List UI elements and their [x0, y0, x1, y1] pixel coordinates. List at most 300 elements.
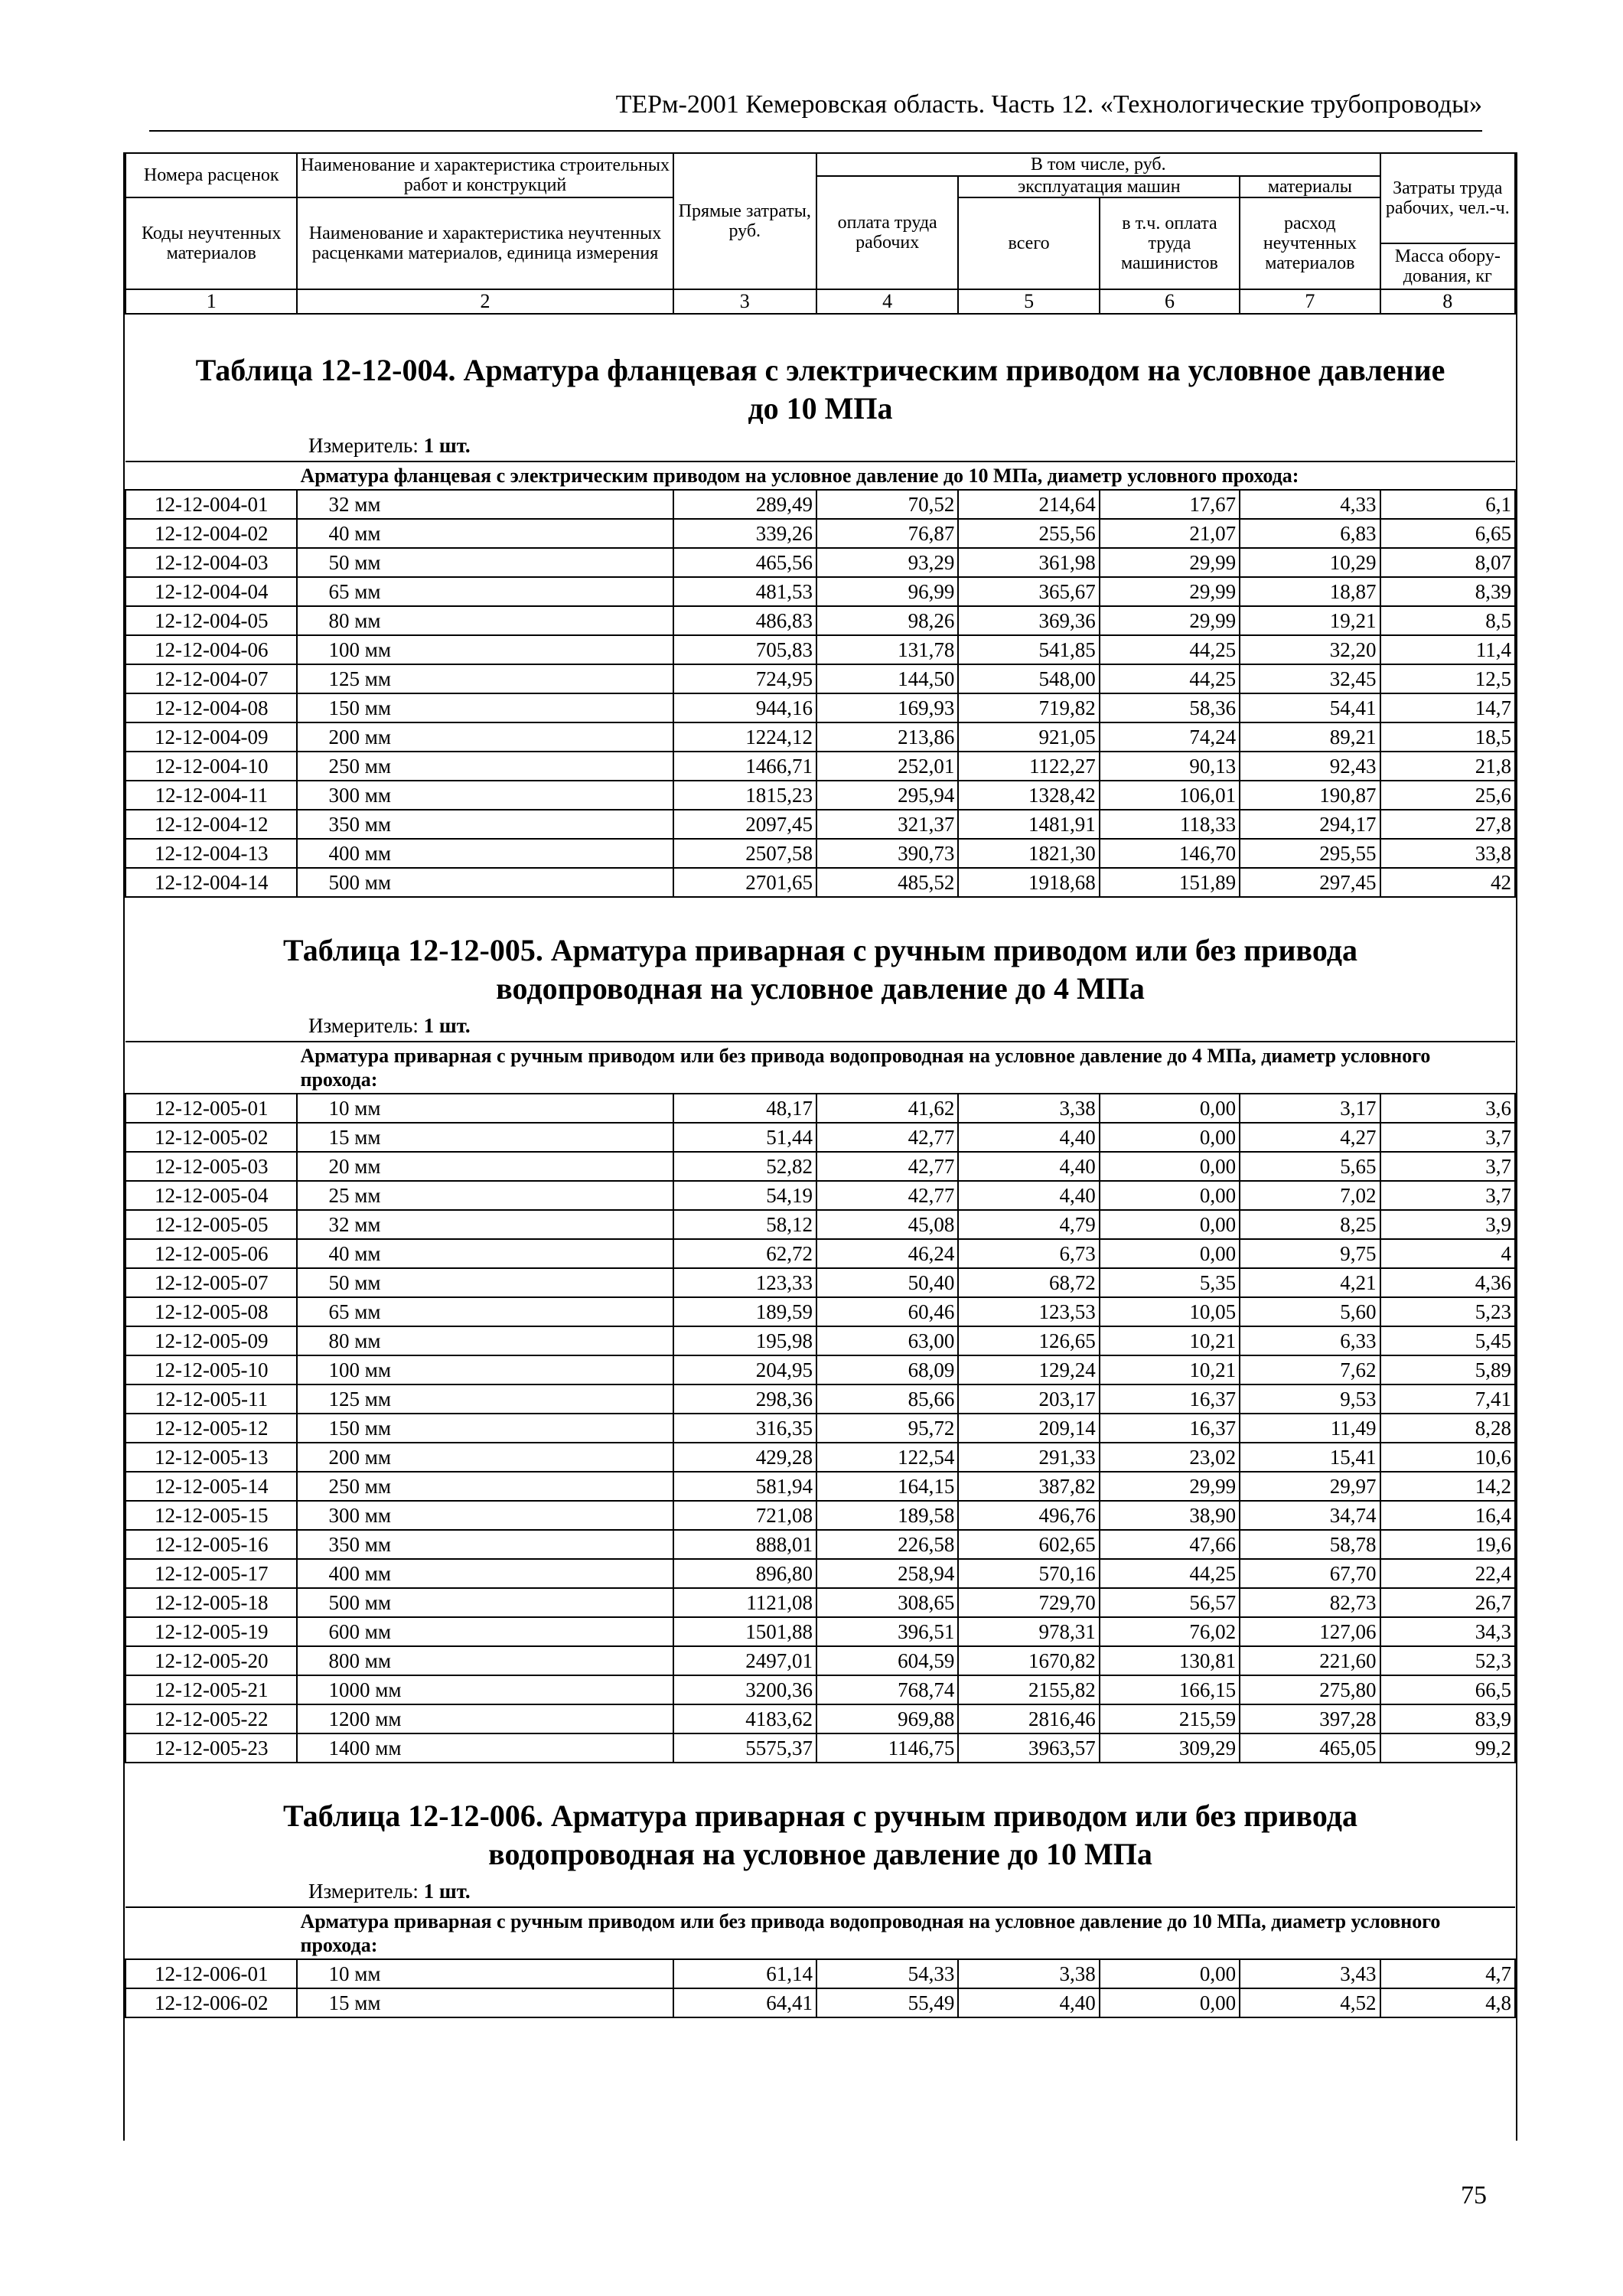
- labor-hours: 52,3: [1380, 1646, 1515, 1675]
- column-number: 7: [1240, 289, 1380, 314]
- labor-pay: 144,50: [816, 664, 958, 693]
- col5-header: всего: [958, 197, 1099, 289]
- item-name: 100 мм: [297, 1355, 673, 1384]
- labor-hours: 5,23: [1380, 1297, 1515, 1326]
- table-subheader: Арматура приварная с ручным приводом или без привода водопроводная на условное давление до 10 МПа, диаметр условного прохода:: [297, 1907, 1515, 1959]
- item-name: 20 мм: [297, 1152, 673, 1181]
- materials-cost: 54,41: [1240, 693, 1380, 722]
- item-name: 500 мм: [297, 1588, 673, 1617]
- machine-total: 2155,82: [958, 1675, 1099, 1704]
- materials-cost: 82,73: [1240, 1588, 1380, 1617]
- labor-pay: 604,59: [816, 1646, 958, 1675]
- price-table: [125, 1041, 1516, 1763]
- measure-label: Измеритель:: [308, 1880, 419, 1903]
- machinist-pay: 0,00: [1100, 1181, 1240, 1210]
- labor-hours: 99,2: [1380, 1733, 1515, 1763]
- labor-pay: 85,66: [816, 1384, 958, 1414]
- labor-pay: 42,77: [816, 1152, 958, 1181]
- table-row: [125, 1181, 1515, 1210]
- machinist-pay: 38,90: [1100, 1501, 1240, 1530]
- table-row: [125, 1733, 1515, 1763]
- machinist-pay: 215,59: [1100, 1704, 1240, 1733]
- table-row: [125, 1675, 1515, 1704]
- subheader-spacer: [125, 1907, 297, 1959]
- direct-costs: 2507,58: [673, 839, 816, 868]
- machinist-pay: 29,99: [1100, 577, 1240, 606]
- rate-code: 12-12-004-04: [125, 577, 297, 606]
- labor-hours: 16,4: [1380, 1501, 1515, 1530]
- direct-costs: 316,35: [673, 1414, 816, 1443]
- labor-hours: 8,28: [1380, 1414, 1515, 1443]
- machinist-pay: 0,00: [1100, 1239, 1240, 1268]
- materials-cost: 34,74: [1240, 1501, 1380, 1530]
- machinist-pay: 90,13: [1100, 752, 1240, 781]
- machine-total: 214,64: [958, 490, 1099, 519]
- rate-code: 12-12-004-10: [125, 752, 297, 781]
- price-table-section: [125, 1763, 1516, 2018]
- labor-pay: 308,65: [816, 1588, 958, 1617]
- measure-label: Измеритель:: [308, 1014, 419, 1037]
- labor-pay: 131,78: [816, 635, 958, 664]
- machine-total: 2816,46: [958, 1704, 1099, 1733]
- machine-total: 361,98: [958, 548, 1099, 577]
- table-row: [125, 1094, 1515, 1123]
- direct-costs: 888,01: [673, 1530, 816, 1559]
- machine-total: 1821,30: [958, 839, 1099, 868]
- table-row: [125, 1959, 1515, 1988]
- machinist-pay: 10,05: [1100, 1297, 1240, 1326]
- direct-costs: 204,95: [673, 1355, 816, 1384]
- item-name: 800 мм: [297, 1646, 673, 1675]
- labor-hours: 5,45: [1380, 1326, 1515, 1355]
- rate-code: 12-12-005-09: [125, 1326, 297, 1355]
- materials-cost: 67,70: [1240, 1559, 1380, 1588]
- labor-pay: 50,40: [816, 1268, 958, 1297]
- item-name: 50 мм: [297, 1268, 673, 1297]
- table-row: [125, 1326, 1515, 1355]
- direct-costs: 5575,37: [673, 1733, 816, 1763]
- direct-costs: 1466,71: [673, 752, 816, 781]
- item-name: 15 мм: [297, 1988, 673, 2017]
- col7-header: расход неучтенных материалов: [1240, 197, 1380, 289]
- labor-pay: 54,33: [816, 1959, 958, 1988]
- document-frame: [123, 152, 1517, 2141]
- machinist-pay: 74,24: [1100, 722, 1240, 752]
- machine-total: 4,40: [958, 1123, 1099, 1152]
- item-name: 100 мм: [297, 635, 673, 664]
- table-row: [125, 868, 1515, 897]
- direct-costs: 1121,08: [673, 1588, 816, 1617]
- machine-total: 4,40: [958, 1152, 1099, 1181]
- labor-pay: 226,58: [816, 1530, 958, 1559]
- table-row: [125, 1501, 1515, 1530]
- table-row: [125, 1239, 1515, 1268]
- machine-total: 387,82: [958, 1472, 1099, 1501]
- labor-hours: 42: [1380, 868, 1515, 897]
- labor-hours: 5,89: [1380, 1355, 1515, 1384]
- machine-total: 548,00: [958, 664, 1099, 693]
- direct-costs: 339,26: [673, 519, 816, 548]
- labor-hours: 4: [1380, 1239, 1515, 1268]
- materials-cost: 4,21: [1240, 1268, 1380, 1297]
- labor-pay: 258,94: [816, 1559, 958, 1588]
- item-name: 32 мм: [297, 1210, 673, 1239]
- machine-total: 570,16: [958, 1559, 1099, 1588]
- materials-cost: 4,52: [1240, 1988, 1380, 2017]
- materials-cost: 7,62: [1240, 1355, 1380, 1384]
- rate-code: 12-12-005-22: [125, 1704, 297, 1733]
- machine-total: 4,79: [958, 1210, 1099, 1239]
- machine-total: 365,67: [958, 577, 1099, 606]
- rate-code: 12-12-004-06: [125, 635, 297, 664]
- table-subheader-row: [125, 461, 1515, 490]
- item-name: 200 мм: [297, 1443, 673, 1472]
- table-row: [125, 1588, 1515, 1617]
- measure-value: 1 шт.: [423, 434, 471, 457]
- machine-total: 1328,42: [958, 781, 1099, 810]
- labor-hours: 8,39: [1380, 577, 1515, 606]
- machine-total: 541,85: [958, 635, 1099, 664]
- item-name: 80 мм: [297, 606, 673, 635]
- labor-pay: 76,87: [816, 519, 958, 548]
- machinist-pay: 21,07: [1100, 519, 1240, 548]
- labor-pay: 96,99: [816, 577, 958, 606]
- labor-pay: 45,08: [816, 1210, 958, 1239]
- machinist-pay: 10,21: [1100, 1355, 1240, 1384]
- machine-total: 496,76: [958, 1501, 1099, 1530]
- machinist-pay: 0,00: [1100, 1988, 1240, 2017]
- labor-hours: 66,5: [1380, 1675, 1515, 1704]
- item-name: 40 мм: [297, 1239, 673, 1268]
- materials-cost: 127,06: [1240, 1617, 1380, 1646]
- labor-hours: 6,65: [1380, 519, 1515, 548]
- column-number: 2: [297, 289, 673, 314]
- rate-code: 12-12-004-01: [125, 490, 297, 519]
- materials-cost: 5,60: [1240, 1297, 1380, 1326]
- machine-total: 203,17: [958, 1384, 1099, 1414]
- machine-total: 291,33: [958, 1443, 1099, 1472]
- direct-costs: 195,98: [673, 1326, 816, 1355]
- table-row: [125, 606, 1515, 635]
- direct-costs: 1815,23: [673, 781, 816, 810]
- labor-pay: 390,73: [816, 839, 958, 868]
- labor-hours: 7,41: [1380, 1384, 1515, 1414]
- direct-costs: 581,94: [673, 1472, 816, 1501]
- rate-code: 12-12-005-04: [125, 1181, 297, 1210]
- table-subheader-row: [125, 1042, 1515, 1094]
- materials-cost: 58,78: [1240, 1530, 1380, 1559]
- item-name: 250 мм: [297, 1472, 673, 1501]
- machine-total: 978,31: [958, 1617, 1099, 1646]
- table-row: [125, 1472, 1515, 1501]
- labor-pay: 169,93: [816, 693, 958, 722]
- item-name: 10 мм: [297, 1094, 673, 1123]
- machinist-pay: 0,00: [1100, 1959, 1240, 1988]
- materials-cost: 10,29: [1240, 548, 1380, 577]
- rate-code: 12-12-005-18: [125, 1588, 297, 1617]
- price-table: [125, 1906, 1516, 2018]
- machines-header: эксплуатация машин: [958, 176, 1240, 197]
- table-row: [125, 1297, 1515, 1326]
- item-name: 250 мм: [297, 752, 673, 781]
- labor-pay: 42,77: [816, 1181, 958, 1210]
- labor-hours: 3,7: [1380, 1123, 1515, 1152]
- column-number: 5: [958, 289, 1099, 314]
- direct-costs: 1224,12: [673, 722, 816, 752]
- measure-unit: [125, 428, 1516, 461]
- item-name: 150 мм: [297, 693, 673, 722]
- rate-code: 12-12-005-14: [125, 1472, 297, 1501]
- labor-hours: 14,7: [1380, 693, 1515, 722]
- labor-pay: 46,24: [816, 1239, 958, 1268]
- direct-costs: 62,72: [673, 1239, 816, 1268]
- direct-costs: 1501,88: [673, 1617, 816, 1646]
- rate-code: 12-12-004-09: [125, 722, 297, 752]
- machinist-pay: 44,25: [1100, 1559, 1240, 1588]
- rate-code: 12-12-006-02: [125, 1988, 297, 2017]
- direct-costs: 58,12: [673, 1210, 816, 1239]
- machine-total: 126,65: [958, 1326, 1099, 1355]
- rate-code: 12-12-004-05: [125, 606, 297, 635]
- machine-total: 1481,91: [958, 810, 1099, 839]
- labor-hours: 21,8: [1380, 752, 1515, 781]
- materials-cost: 297,45: [1240, 868, 1380, 897]
- table-row: [125, 1123, 1515, 1152]
- machine-total: 3,38: [958, 1959, 1099, 1988]
- labor-hours: 4,36: [1380, 1268, 1515, 1297]
- price-table-section: [125, 898, 1516, 1763]
- machinist-pay: 56,57: [1100, 1588, 1240, 1617]
- direct-costs: 4183,62: [673, 1704, 816, 1733]
- direct-costs: 896,80: [673, 1559, 816, 1588]
- table-row: [125, 1384, 1515, 1414]
- direct-costs: 51,44: [673, 1123, 816, 1152]
- rate-code: 12-12-005-06: [125, 1239, 297, 1268]
- item-name: 65 мм: [297, 577, 673, 606]
- labor-pay: 93,29: [816, 548, 958, 577]
- materials-cost: 4,33: [1240, 490, 1380, 519]
- section-title: [125, 351, 1516, 428]
- rate-code: 12-12-005-05: [125, 1210, 297, 1239]
- machinist-pay: 166,15: [1100, 1675, 1240, 1704]
- labor-pay: 98,26: [816, 606, 958, 635]
- machine-total: 729,70: [958, 1588, 1099, 1617]
- materials-cost: 92,43: [1240, 752, 1380, 781]
- section-title-line: Таблица 12-12-006. Арматура приварная с ручным приводом или без привода: [283, 1799, 1357, 1833]
- table-row: [125, 1646, 1515, 1675]
- materials-cost: 32,45: [1240, 664, 1380, 693]
- materials-cost: 3,43: [1240, 1959, 1380, 1988]
- machinist-pay: 23,02: [1100, 1443, 1240, 1472]
- direct-costs: 289,49: [673, 490, 816, 519]
- labor-hours: 4,7: [1380, 1959, 1515, 1988]
- rate-code: 12-12-005-13: [125, 1443, 297, 1472]
- direct-costs: 486,83: [673, 606, 816, 635]
- item-name: 350 мм: [297, 810, 673, 839]
- table-row: [125, 1268, 1515, 1297]
- rate-code: 12-12-005-20: [125, 1646, 297, 1675]
- labor-pay: 41,62: [816, 1094, 958, 1123]
- direct-costs: 298,36: [673, 1384, 816, 1414]
- labor-pay: 189,58: [816, 1501, 958, 1530]
- rate-code: 12-12-005-10: [125, 1355, 297, 1384]
- direct-costs: 54,19: [673, 1181, 816, 1210]
- labor-hours: 3,9: [1380, 1210, 1515, 1239]
- table-row: [125, 1559, 1515, 1588]
- item-name: 150 мм: [297, 1414, 673, 1443]
- labor-hours: 25,6: [1380, 781, 1515, 810]
- section-title: [125, 1797, 1516, 1874]
- rate-code: 12-12-004-07: [125, 664, 297, 693]
- materials-cost: 275,80: [1240, 1675, 1380, 1704]
- column-number: 1: [125, 289, 297, 314]
- col2-header-top: Наименование и характеристика строительных работ и конструкций: [297, 153, 673, 197]
- machinist-pay: 29,99: [1100, 606, 1240, 635]
- machine-total: 1122,27: [958, 752, 1099, 781]
- measure-value: 1 шт.: [423, 1880, 471, 1903]
- column-number: 6: [1100, 289, 1240, 314]
- table-row: [125, 490, 1515, 519]
- table-row: [125, 635, 1515, 664]
- machinist-pay: 17,67: [1100, 490, 1240, 519]
- rate-code: 12-12-005-02: [125, 1123, 297, 1152]
- labor-pay: 485,52: [816, 868, 958, 897]
- col1-header-top: Номера расценок: [125, 153, 297, 197]
- item-name: 350 мм: [297, 1530, 673, 1559]
- rate-code: 12-12-005-19: [125, 1617, 297, 1646]
- rate-code: 12-12-005-15: [125, 1501, 297, 1530]
- labor-pay: 252,01: [816, 752, 958, 781]
- materials-cost: 19,21: [1240, 606, 1380, 635]
- machine-total: 68,72: [958, 1268, 1099, 1297]
- section-title-line: Таблица 12-12-005. Арматура приварная с ручным приводом или без привода: [283, 933, 1357, 967]
- table-subheader: Арматура фланцевая с электрическим приводом на условное давление до 10 МПа, диаметр условного прохода:: [297, 461, 1515, 490]
- col3-header: Прямые затраты, руб.: [673, 153, 816, 289]
- machinist-pay: 29,99: [1100, 548, 1240, 577]
- labor-pay: 969,88: [816, 1704, 958, 1733]
- machinist-pay: 0,00: [1100, 1094, 1240, 1123]
- machine-total: 6,73: [958, 1239, 1099, 1268]
- item-name: 400 мм: [297, 1559, 673, 1588]
- materials-cost: 6,33: [1240, 1326, 1380, 1355]
- subheader-spacer: [125, 1042, 297, 1094]
- table-subheader: Арматура приварная с ручным приводом или без привода водопроводная на условное давление до 4 МПа, диаметр условного прохода:: [297, 1042, 1515, 1094]
- materials-cost: 15,41: [1240, 1443, 1380, 1472]
- section-title: [125, 931, 1516, 1008]
- machinist-pay: 5,35: [1100, 1268, 1240, 1297]
- labor-pay: 213,86: [816, 722, 958, 752]
- labor-pay: 396,51: [816, 1617, 958, 1646]
- section-title-line: водопроводная на условное давление до 4 МПа: [496, 971, 1145, 1006]
- labor-hours: 26,7: [1380, 1588, 1515, 1617]
- materials-header: материалы: [1240, 176, 1380, 197]
- measure-unit: [125, 1008, 1516, 1041]
- machine-total: 4,40: [958, 1181, 1099, 1210]
- machinist-pay: 76,02: [1100, 1617, 1240, 1646]
- materials-cost: 221,60: [1240, 1646, 1380, 1675]
- item-name: 1000 мм: [297, 1675, 673, 1704]
- machinist-pay: 44,25: [1100, 635, 1240, 664]
- labor-pay: 164,15: [816, 1472, 958, 1501]
- materials-cost: 397,28: [1240, 1704, 1380, 1733]
- item-name: 25 мм: [297, 1181, 673, 1210]
- labor-hours: 6,1: [1380, 490, 1515, 519]
- machinist-pay: 106,01: [1100, 781, 1240, 810]
- section-title-line: до 10 МПа: [748, 391, 893, 426]
- col4-header: оплата труда рабочих: [816, 176, 958, 289]
- header-title: ТЕРм-2001 Кемеровская область. Часть 12. «Технологические трубопроводы»: [615, 90, 1482, 119]
- labor-hours: 3,7: [1380, 1152, 1515, 1181]
- machinist-pay: 10,21: [1100, 1326, 1240, 1355]
- labor-pay: 42,77: [816, 1123, 958, 1152]
- labor-hours: 27,8: [1380, 810, 1515, 839]
- table-row: [125, 1355, 1515, 1384]
- materials-cost: 6,83: [1240, 519, 1380, 548]
- price-table-section: [125, 315, 1516, 898]
- direct-costs: 724,95: [673, 664, 816, 693]
- labor-hours: 10,6: [1380, 1443, 1515, 1472]
- item-name: 500 мм: [297, 868, 673, 897]
- machinist-pay: 16,37: [1100, 1414, 1240, 1443]
- rate-code: 12-12-004-02: [125, 519, 297, 548]
- labor-pay: 768,74: [816, 1675, 958, 1704]
- machine-total: 4,40: [958, 1988, 1099, 2017]
- column-number: 4: [816, 289, 958, 314]
- labor-pay: 60,46: [816, 1297, 958, 1326]
- table-row: [125, 693, 1515, 722]
- column-header-table: [125, 152, 1516, 315]
- machine-total: 719,82: [958, 693, 1099, 722]
- direct-costs: 944,16: [673, 693, 816, 722]
- direct-costs: 2497,01: [673, 1646, 816, 1675]
- rate-code: 12-12-004-08: [125, 693, 297, 722]
- running-header: [149, 90, 1482, 132]
- direct-costs: 52,82: [673, 1152, 816, 1181]
- item-name: 400 мм: [297, 839, 673, 868]
- direct-costs: 705,83: [673, 635, 816, 664]
- col2-header-bottom: Наименование и характеристика неучтенных расценками материалов, единица измерения: [297, 197, 673, 289]
- item-name: 32 мм: [297, 490, 673, 519]
- materials-cost: 11,49: [1240, 1414, 1380, 1443]
- col8-header-top: Затраты труда рабочих, чел.-ч.: [1380, 153, 1515, 243]
- col1-header-bottom: Коды неучтенных материалов: [125, 197, 297, 289]
- page-number: 75: [1461, 2181, 1487, 2210]
- measure-unit: [125, 1874, 1516, 1906]
- table-row: [125, 548, 1515, 577]
- rate-code: 12-12-004-14: [125, 868, 297, 897]
- machine-total: 921,05: [958, 722, 1099, 752]
- labor-pay: 70,52: [816, 490, 958, 519]
- direct-costs: 481,53: [673, 577, 816, 606]
- item-name: 1400 мм: [297, 1733, 673, 1763]
- table-row: [125, 1988, 1515, 2017]
- labor-pay: 68,09: [816, 1355, 958, 1384]
- direct-costs: 48,17: [673, 1094, 816, 1123]
- col6-header: в т.ч. оплата труда машинистов: [1100, 197, 1240, 289]
- machinist-pay: 118,33: [1100, 810, 1240, 839]
- labor-pay: 122,54: [816, 1443, 958, 1472]
- direct-costs: 123,33: [673, 1268, 816, 1297]
- labor-hours: 4,8: [1380, 1988, 1515, 2017]
- labor-hours: 34,3: [1380, 1617, 1515, 1646]
- table-row: [125, 752, 1515, 781]
- materials-cost: 465,05: [1240, 1733, 1380, 1763]
- machinist-pay: 309,29: [1100, 1733, 1240, 1763]
- machinist-pay: 0,00: [1100, 1123, 1240, 1152]
- table-row: [125, 839, 1515, 868]
- machine-total: 129,24: [958, 1355, 1099, 1384]
- direct-costs: 2701,65: [673, 868, 816, 897]
